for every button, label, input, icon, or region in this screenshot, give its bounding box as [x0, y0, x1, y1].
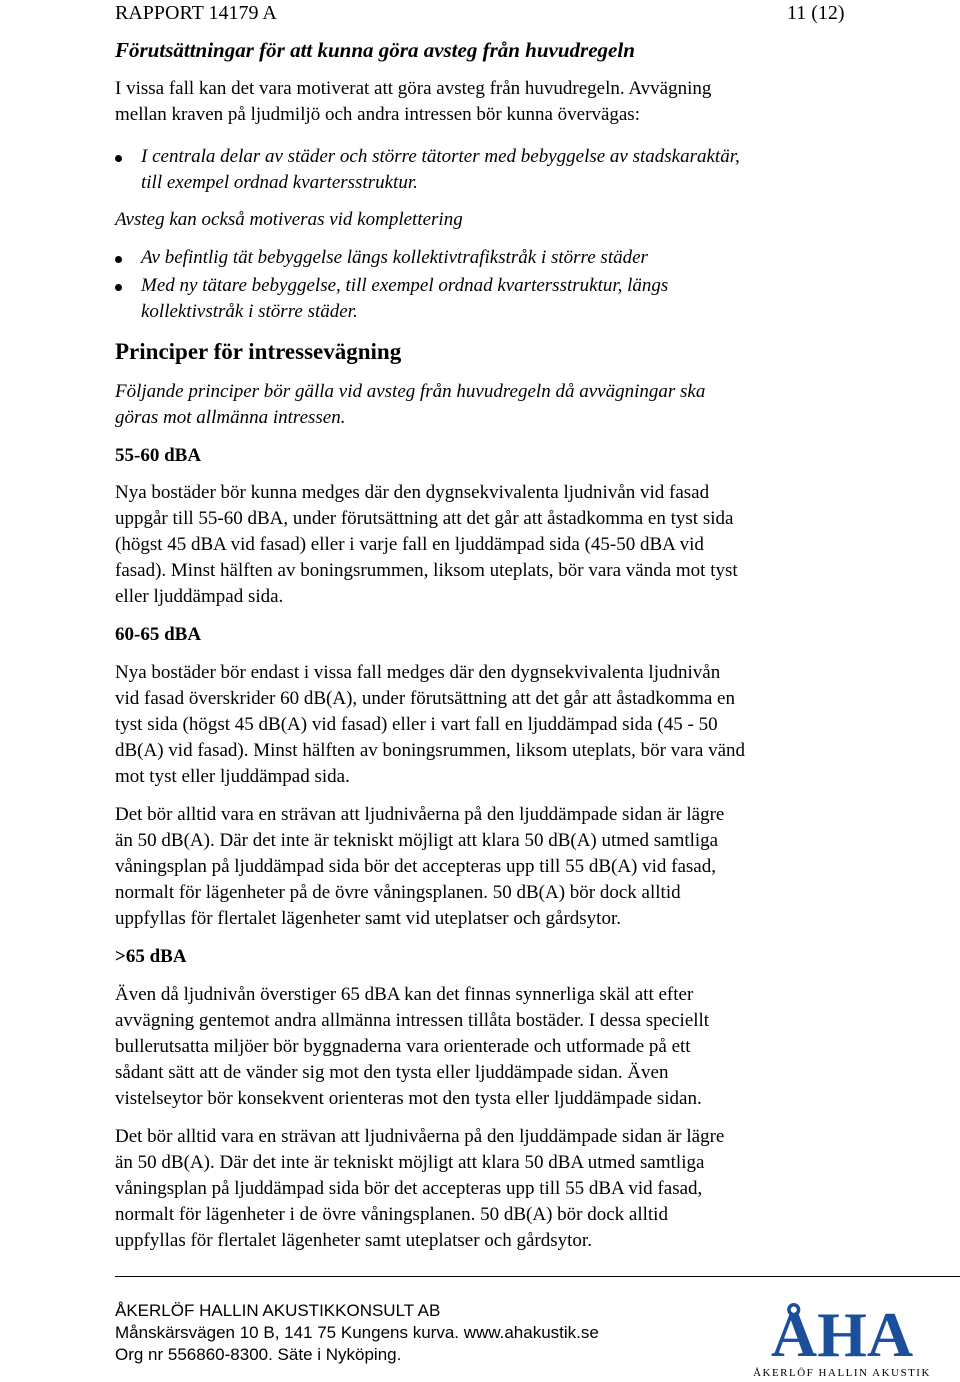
footer-divider [115, 1276, 960, 1277]
bullet-icon [115, 256, 122, 263]
level2-p1-line-5: mot tyst eller ljuddämpad sida. [115, 766, 350, 787]
heading-55-60: 55-60 dBA [115, 445, 202, 466]
level3-p1-line-1: Även då ljudnivån överstiger 65 dBA kan det finnas synnerliga skäl att efter [115, 984, 694, 1005]
bullet2-line-1: Av befintlig tät bebyggelse längs kollektivtrafikstråk i större städer [141, 247, 648, 268]
level2-p2-line-4: normalt för lägenheter på de övre våningsplanen. 50 dB(A) bör dock alltid [115, 882, 681, 903]
level3-p1-line-2: avvägning gentemot andra allmänna intressen tillåta bostäder. I dessa speciellt [115, 1010, 710, 1031]
level1-line-5: eller ljuddämpad sida. [115, 586, 284, 607]
page-number: 11 (12) [787, 2, 845, 24]
level1-line-4: fasad). Minst hälften av boningsrummen, liksom uteplats, bör vara vända mot tyst [115, 560, 738, 581]
logo-letters: ÅHA [770, 1299, 914, 1370]
level2-p1-line-1: Nya bostäder bör endast i vissa fall medges där den dygnsekvivalenta ljudnivån [115, 662, 721, 683]
principles-line-1: Följande principer bör gälla vid avsteg från huvudregeln då avvägningar ska [115, 381, 706, 402]
report-label: RAPPORT 14179 A [115, 2, 277, 24]
logo-caption: ÅKERLÖF HALLIN AKUSTIK [753, 1367, 931, 1379]
section-title-prerequisites: Förutsättningar för att kunna göra avsteg från huvudregeln [115, 38, 635, 62]
footer-address: Månskärsvägen 10 B, 141 75 Kungens kurva. www.ahakustik.se [115, 1323, 599, 1342]
intro-line-2: mellan kraven på ljudmiljö och andra intressen bör kunna övervägas: [115, 104, 640, 125]
level2-p2-line-3: våningsplan på ljuddämpad sida bör det accepteras upp till 55 dB(A) vid fasad, [115, 856, 716, 877]
intro-line-1: I vissa fall kan det vara motiverat att göra avsteg från huvudregeln. Avvägning [115, 78, 712, 99]
complement-lead: Avsteg kan också motiveras vid komplettering [115, 209, 463, 230]
level1-line-2: uppgår till 55-60 dBA, under förutsättning att det går att åstadkomma en tyst sida [115, 508, 734, 529]
level2-p2-line-2: än 50 dB(A). Där det inte är tekniskt möjligt att klara 50 dB(A) utmed samtliga [115, 830, 719, 851]
bullet-icon [115, 155, 122, 162]
bullet3-line-2: kollektivstråk i större städer. [141, 301, 358, 322]
bullet3-line-1: Med ny tätare bebyggelse, till exempel ordnad kvartersstruktur, längs [141, 275, 669, 296]
level3-p2-line-4: normalt för lägenheter i de övre våningsplanen. 50 dB(A) bör dock alltid [115, 1204, 668, 1225]
level2-p2-line-1: Det bör alltid vara en strävan att ljudnivåerna på den ljuddämpade sidan är lägre [115, 804, 725, 825]
bullet1-line-2: till exempel ordnad kvartersstruktur. [141, 172, 418, 193]
level3-p2-line-2: än 50 dB(A). Där det inte är tekniskt möjligt att klara 50 dBA utmed samtliga [115, 1152, 705, 1173]
level2-p1-line-3: tyst sida (högst 45 dB(A) vid fasad) eller i vart fall en ljuddämpad sida (45 - 50 [115, 714, 718, 735]
level1-line-3: (högst 45 dBA vid fasad) eller i varje fall en ljuddämpad sida (45-50 dBA vid [115, 534, 704, 555]
level3-p2-line-1: Det bör alltid vara en strävan att ljudnivåerna på den ljuddämpade sidan är lägre [115, 1126, 725, 1147]
level2-p1-line-2: vid fasad överskrider 60 dB(A), under förutsättning att det går att åstadkomma en [115, 688, 735, 709]
level3-p2-line-3: våningsplan på ljuddämpad sida bör det accepteras upp till 55 dBA vid fasad, [115, 1178, 703, 1199]
level1-line-1: Nya bostäder bör kunna medges där den dygnsekvivalenta ljudnivån vid fasad [115, 482, 710, 503]
footer-company: ÅKERLÖF HALLIN AKUSTIKKONSULT AB [115, 1301, 441, 1320]
bullet-icon [115, 284, 122, 291]
level2-p2-line-5: uppfyllas för flertalet lägenheter samt vid uteplatser och gårdsytor. [115, 908, 621, 929]
section-title-principles: Principer för intressevägning [115, 339, 402, 364]
level3-p1-line-5: vistelseytor bör konsekvent orienteras mot den tysta eller ljuddämpade sidan. [115, 1088, 702, 1109]
principles-line-2: göras mot allmänna intressen. [115, 407, 346, 428]
level3-p2-line-5: uppfyllas för flertalet lägenheter samt uteplatser och gårdsytor. [115, 1230, 592, 1251]
heading-60-65: 60-65 dBA [115, 624, 202, 645]
company-logo [730, 1288, 955, 1380]
level3-p1-line-3: bullerutsatta miljöer bör byggnaderna vara orienterade och utformade på ett [115, 1036, 691, 1057]
bullet1-line-1: I centrala delar av städer och större tätorter med bebyggelse av stadskaraktär, [141, 146, 740, 167]
heading-over-65: >65 dBA [115, 946, 187, 967]
footer-org: Org nr 556860-8300. Säte i Nyköping. [115, 1345, 402, 1364]
level3-p1-line-4: sådant sätt att de vänder sig mot den tysta eller ljuddämpade sidan. Även [115, 1062, 669, 1083]
level2-p1-line-4: dB(A) vid fasad). Minst hälften av boningsrummen, liksom uteplats, bör vara vänd [115, 740, 746, 761]
